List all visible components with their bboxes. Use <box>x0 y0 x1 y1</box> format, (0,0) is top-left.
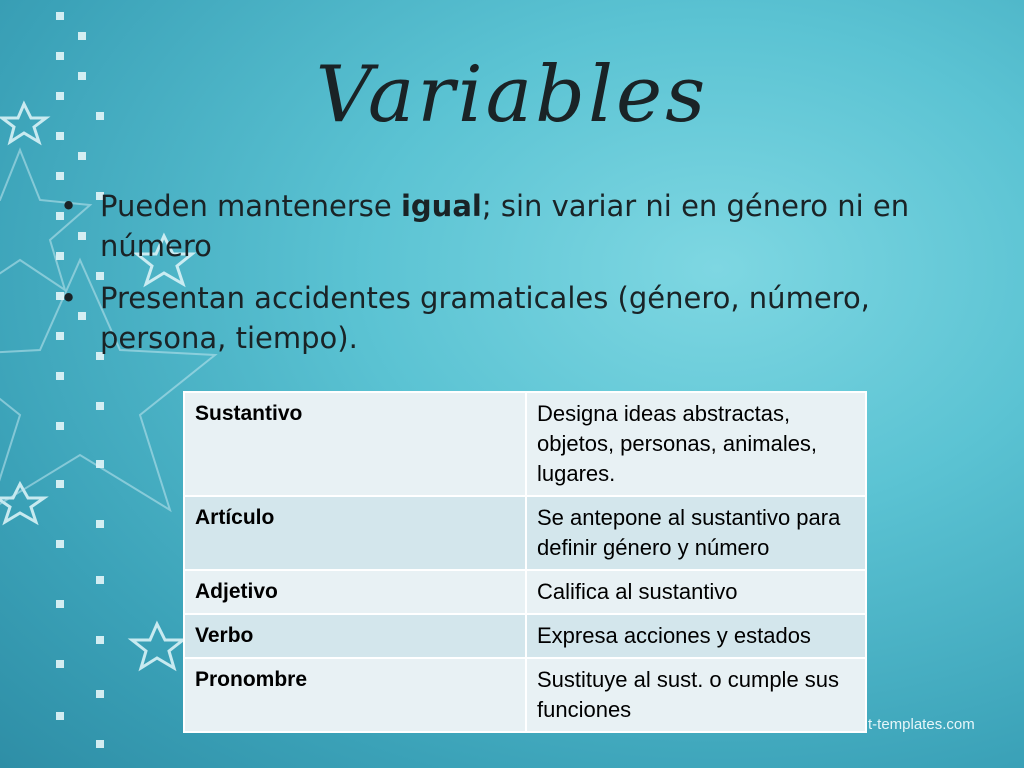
table-cell-term: Sustantivo <box>184 392 526 496</box>
bullet-text-bold: igual <box>400 189 482 223</box>
bullet-text: Pueden mantenerse <box>100 189 401 223</box>
table-cell-definition: Sustituye al sust. o cumple sus funciones <box>526 658 866 732</box>
table-cell-definition: Designa ideas abstractas, objetos, personas, animales, lugares. <box>526 392 866 496</box>
table-row <box>184 658 866 732</box>
bullet-dot-icon: • <box>60 189 78 223</box>
table-cell-term: Verbo <box>184 614 526 658</box>
table-cell-term: Pronombre <box>184 658 526 732</box>
table-cell-term: Adjetivo <box>184 570 526 614</box>
table-row <box>184 392 866 496</box>
table-cell-definition: Califica al sustantivo <box>526 570 866 614</box>
table-row <box>184 614 866 658</box>
slide-title: Variables <box>315 50 709 140</box>
table-row <box>184 570 866 614</box>
table-row <box>184 496 866 570</box>
bullet-text: ; sin variar ni en género ni en número <box>100 189 910 263</box>
bullet-dot-icon: • <box>60 281 78 315</box>
table-cell-definition: Expresa acciones y estados <box>526 614 866 658</box>
bullet-item <box>60 278 960 358</box>
bullet-list <box>60 186 960 370</box>
table-cell-definition: Se antepone al sustantivo para definir género y número <box>526 496 866 570</box>
footer-watermark: t-templates.com <box>868 716 975 733</box>
word-class-table <box>183 391 867 733</box>
table-cell-term: Artículo <box>184 496 526 570</box>
table <box>183 391 867 733</box>
bullet-item <box>60 186 960 266</box>
bullet-text: Presentan accidentes gramaticales (género, número, persona, tiempo). <box>100 281 870 355</box>
